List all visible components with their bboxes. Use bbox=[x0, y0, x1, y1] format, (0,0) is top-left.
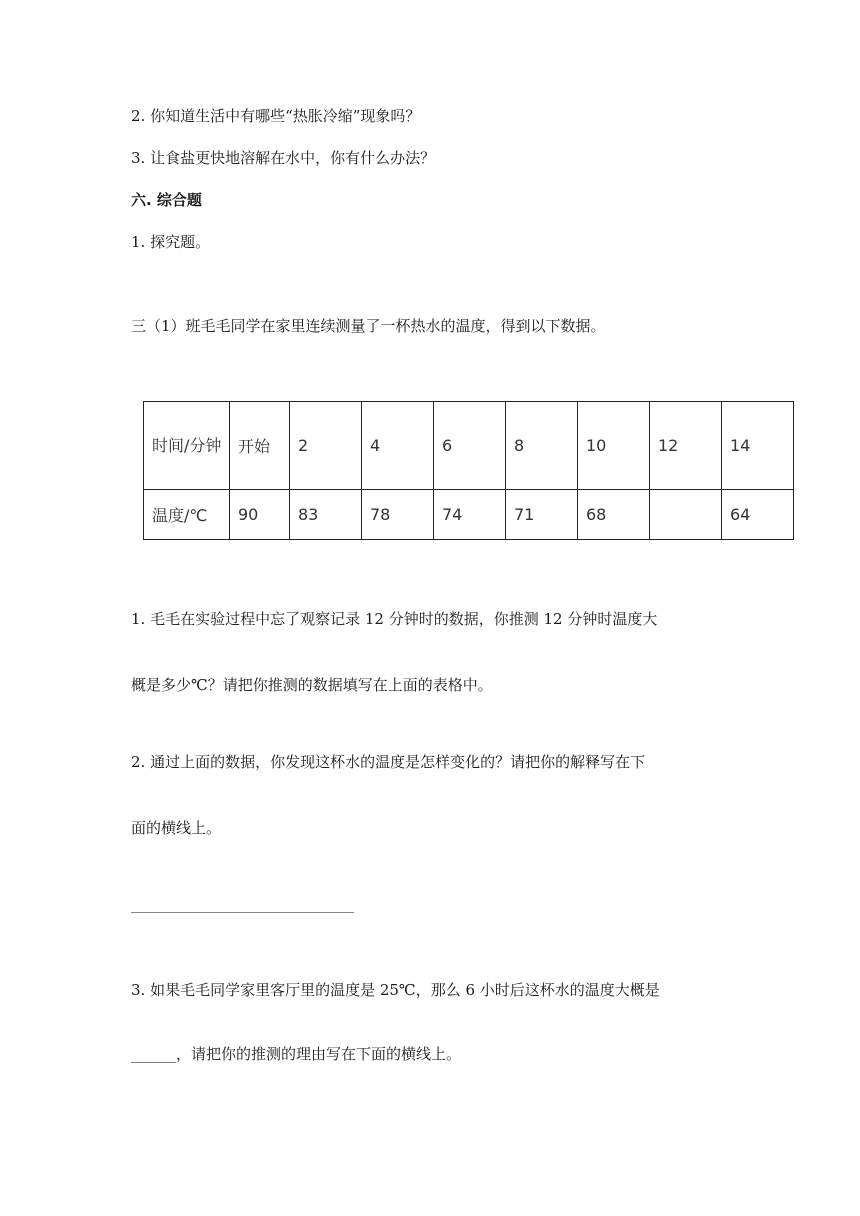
table-cell-time: 8 bbox=[506, 402, 578, 490]
table-row-temperature bbox=[144, 490, 794, 540]
question-3: 3. 让食盐更快地溶解在水中，你有什么办法？ bbox=[131, 149, 436, 167]
table-cell-temperature: 90 bbox=[230, 490, 290, 540]
table-cell-temperature: 78 bbox=[362, 490, 434, 540]
table-header-temperature: 温度/℃ bbox=[144, 490, 230, 540]
table-cell-time: 6 bbox=[434, 402, 506, 490]
table-cell-time: 4 bbox=[362, 402, 434, 490]
table-cell-temperature: 68 bbox=[578, 490, 650, 540]
subquestion-1-line-1: 1. 毛毛在实验过程中忘了观察记录 12 分钟时的数据，你推测 12 分钟时温度大 bbox=[131, 610, 658, 628]
intro-text: 三（1）班毛毛同学在家里连续测量了一杯热水的温度，得到以下数据。 bbox=[131, 317, 606, 335]
table-cell-temperature: 64 bbox=[722, 490, 794, 540]
table-header-time bbox=[144, 402, 230, 490]
table-cell-time: 10 bbox=[578, 402, 650, 490]
table-cell-temperature: 83 bbox=[290, 490, 362, 540]
subquestion-3-line-1: 3. 如果毛毛同学家里客厅里的温度是 25℃，那么 6 小时后这杯水的温度大概是 bbox=[131, 981, 660, 999]
table-row-time bbox=[144, 402, 794, 490]
section-title: 六. 综合题 bbox=[131, 191, 202, 209]
subquestion-2-line-2: 面的横线上。 bbox=[131, 819, 222, 837]
table-cell-temperature-blank[interactable] bbox=[650, 490, 722, 540]
subquestion-3-line-2: ______，请把你的推测的理由写在下面的横线上。 bbox=[131, 1045, 462, 1063]
answer-line[interactable] bbox=[131, 912, 354, 913]
table-cell-temperature: 74 bbox=[434, 490, 506, 540]
table-cell-time: 14 bbox=[722, 402, 794, 490]
subsection-title: 1. 探究题。 bbox=[131, 233, 211, 251]
subquestion-2-line-1: 2. 通过上面的数据，你发现这杯水的温度是怎样变化的？请把你的解释写在下 bbox=[131, 753, 646, 771]
table-cell-temperature: 71 bbox=[506, 490, 578, 540]
temperature-table bbox=[143, 401, 794, 540]
table-cell-time: 12 bbox=[650, 402, 722, 490]
question-2: 2. 你知道生活中有哪些“热胀冷缩”现象吗？ bbox=[131, 107, 421, 125]
table-cell-time: 开始 bbox=[230, 402, 290, 490]
time-header-label: 时间/分钟 bbox=[152, 435, 222, 455]
subquestion-1-line-2: 概是多少℃？请把你推测的数据填写在上面的表格中。 bbox=[131, 676, 493, 694]
table-cell-time: 2 bbox=[290, 402, 362, 490]
